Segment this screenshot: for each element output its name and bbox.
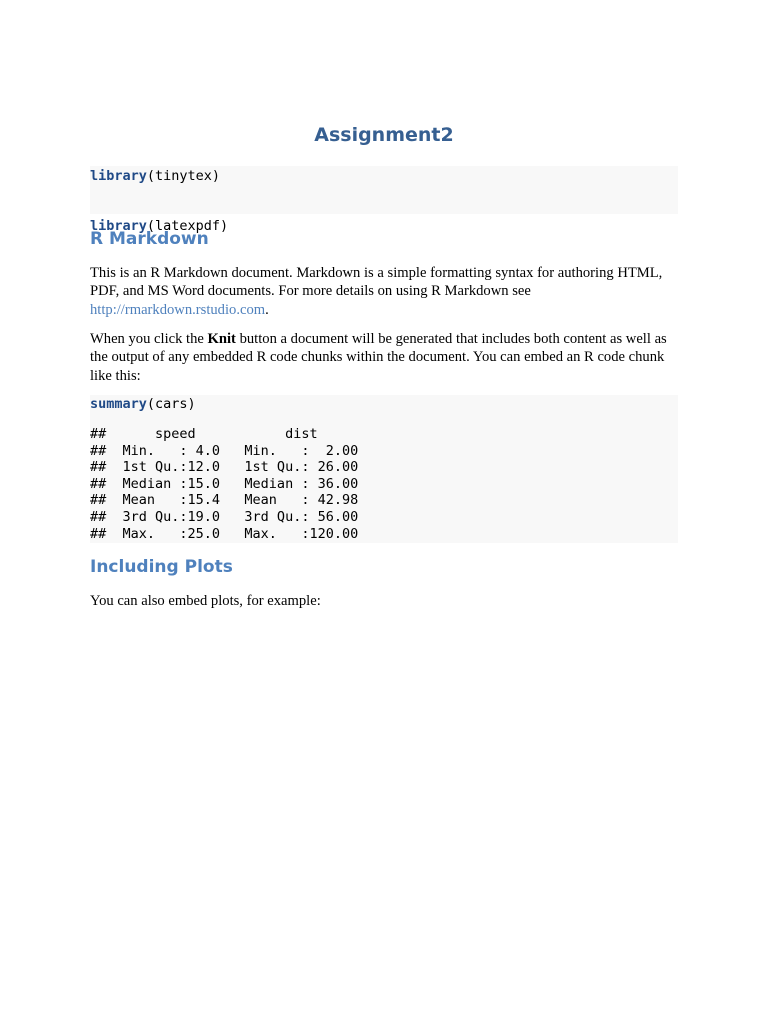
paragraph-plots: You can also embed plots, for example: (90, 593, 321, 609)
code-chunk-library-tinytex (90, 166, 678, 234)
document-title: Assignment2 (314, 124, 454, 146)
summary-output (90, 426, 678, 542)
summary-output-line: ## speed dist (90, 426, 375, 442)
paragraph-knit-after: button a document will be generated that includes both content as well as the output of any embedded R code chunks within the document. You can embed an R code chunk like this: (90, 331, 667, 384)
summary-output-line: ## Median :15.0 Median : 36.00 (90, 475, 375, 492)
paragraph-knit-before: When you click the (90, 331, 208, 347)
paragraph-intro (90, 264, 678, 319)
summary-output-line: ## Min. : 4.0 Min. : 2.00 (90, 442, 375, 459)
paragraph-intro-text: This is an R Markdown document. Markdown is a simple formatting syntax for authoring HTML, PDF, and MS Word documents. For more details on using R Markdown see (90, 265, 663, 300)
code-function-args: (cars) (146, 396, 196, 412)
summary-output-line: ## Max. :25.0 Max. :120.00 (90, 525, 375, 542)
summary-output-line: ## 1st Qu.:12.0 1st Qu.: 26.00 (90, 459, 375, 476)
code-function-name: summary (90, 396, 147, 412)
section-heading-including-plots: Including Plots (90, 557, 233, 577)
summary-output-line: ## Mean :15.4 Mean : 42.98 (90, 492, 375, 509)
section-heading-r-markdown: R Markdown (90, 229, 209, 249)
code-function-name: library (90, 168, 147, 184)
code-function-args: (latexpdf) (146, 217, 229, 234)
paragraph-intro-end: . (265, 301, 269, 318)
rmarkdown-link[interactable]: http://rmarkdown.rstudio.com (90, 301, 266, 318)
paragraph-knit (90, 330, 678, 385)
summary-output-line: ## 3rd Qu.:19.0 3rd Qu.: 56.00 (90, 508, 375, 525)
code-function-name: library (90, 217, 147, 234)
knit-bold-text: Knit (207, 331, 236, 347)
code-function-args: (tinytex) (146, 168, 221, 184)
